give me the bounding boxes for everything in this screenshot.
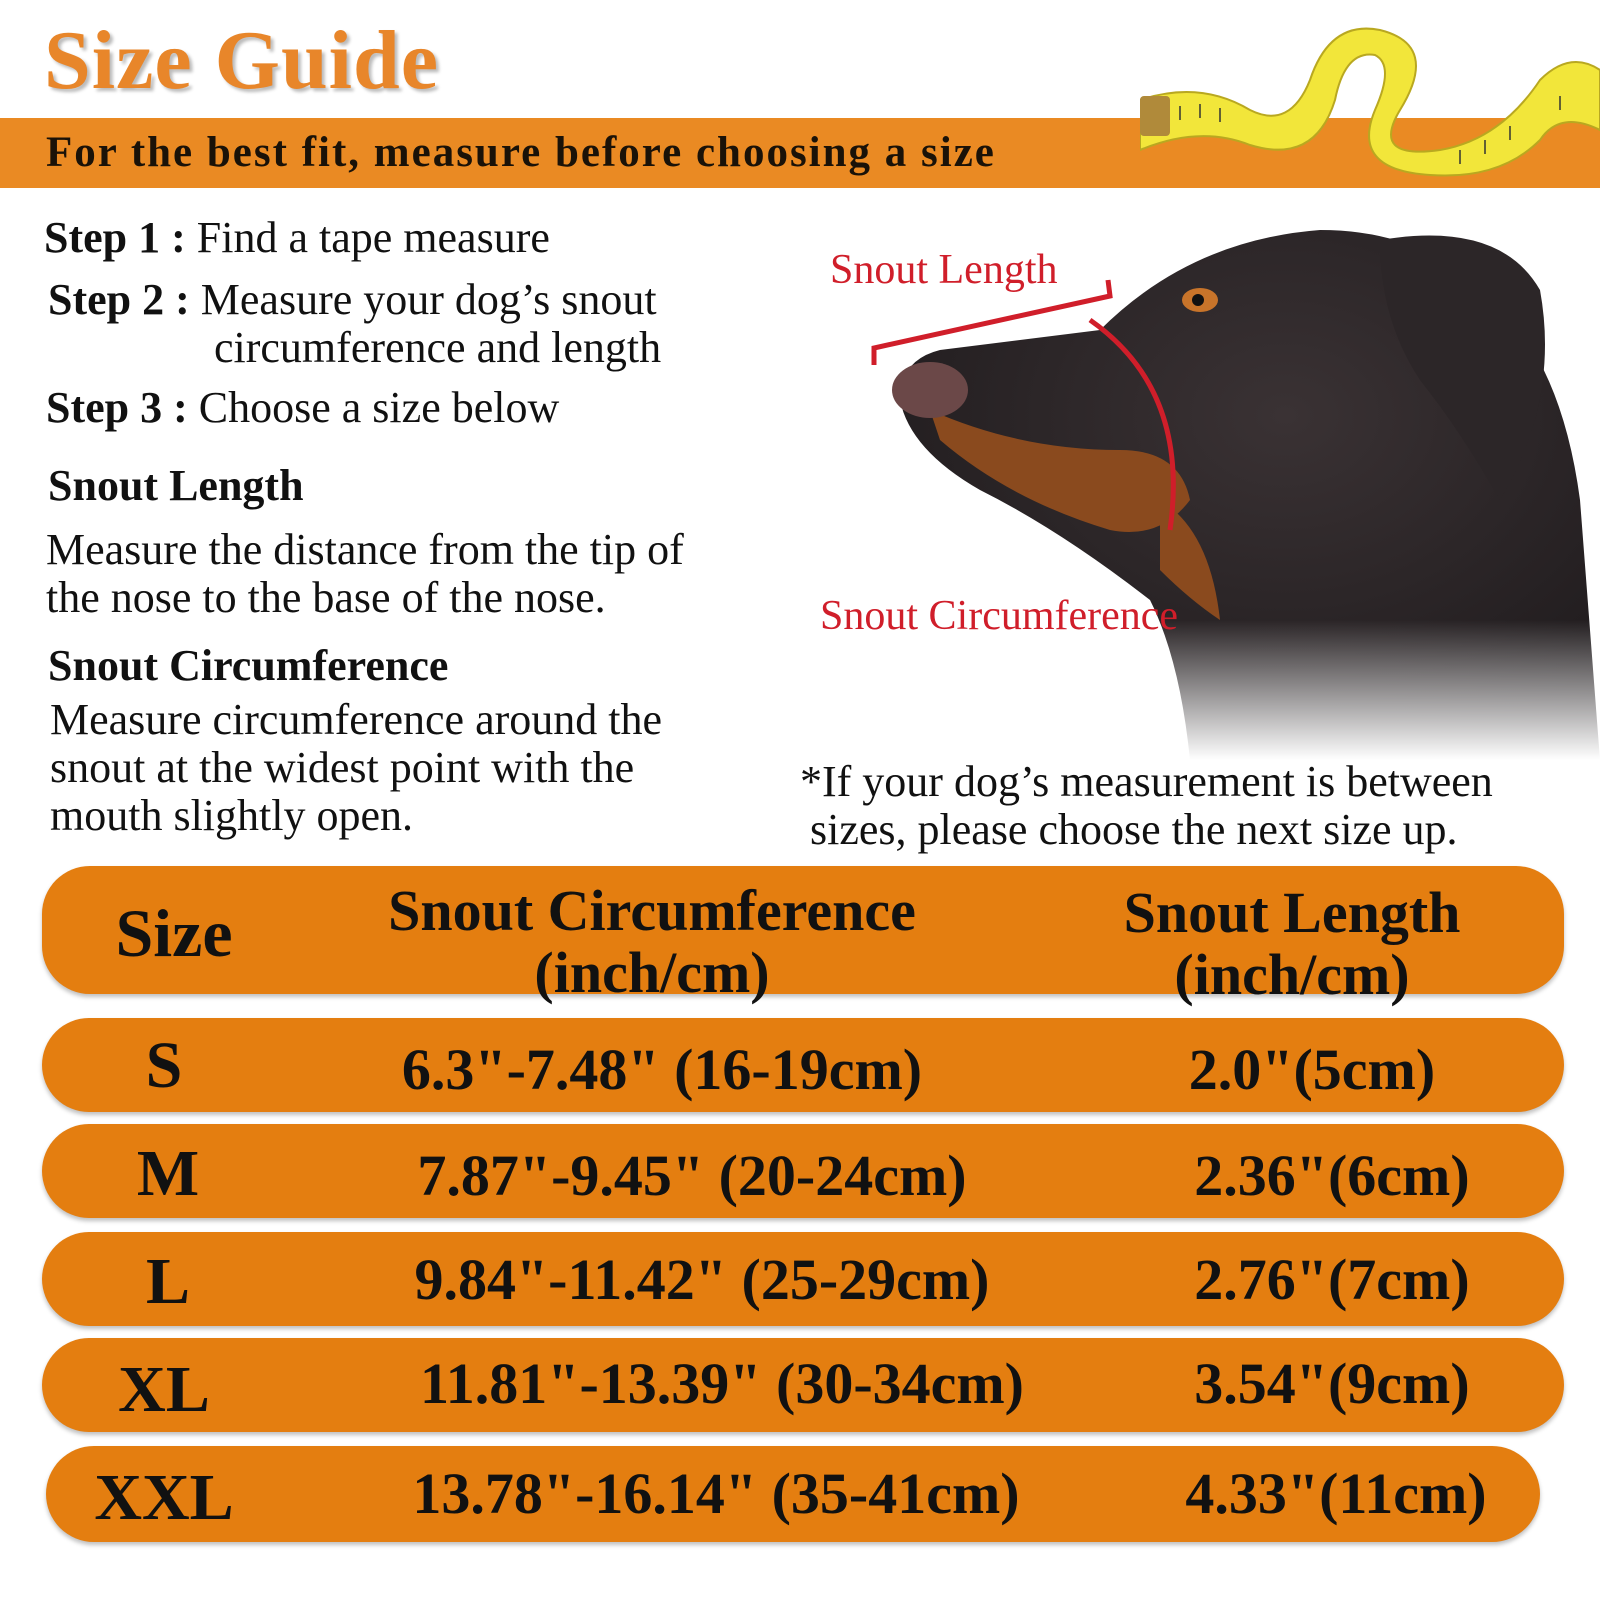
step-2-label: Step 2 : xyxy=(48,275,190,324)
row-circumference: 13.78"-16.14" (35-41cm) xyxy=(412,1461,1020,1526)
snout-circumference-heading: Snout Circumference xyxy=(48,641,449,690)
row-circumference: 6.3"-7.48" (16-19cm) xyxy=(401,1037,923,1102)
table-row xyxy=(42,1232,1564,1326)
row-size: S xyxy=(145,1029,183,1102)
note-line-1: *If your dog’s measurement is between xyxy=(800,757,1493,806)
row-circumference: 11.81"-13.39" (30-34cm) xyxy=(419,1351,1024,1416)
length-header-line-1: Snout Length xyxy=(1123,880,1461,945)
snout-circ-line-2: snout at the widest point with the xyxy=(50,743,635,792)
snout-circ-line-3: mouth slightly open. xyxy=(50,791,413,840)
table-row xyxy=(42,1018,1564,1112)
step-1-text: Find a tape measure xyxy=(196,213,550,262)
row-size: XXL xyxy=(94,1461,234,1534)
page-title: Size Guide xyxy=(44,14,440,107)
length-header-line-2: (inch/cm) xyxy=(1174,942,1410,1007)
step-2-text: Measure your dog’s snout xyxy=(200,275,657,324)
snout-length-line-2: the nose to the base of the nose. xyxy=(46,573,606,622)
snout-circumference-diagram-label: Snout Circumference xyxy=(820,593,1179,639)
row-length: 2.0"(5cm) xyxy=(1188,1037,1436,1102)
size-header: Size xyxy=(115,895,233,971)
snout-length-line-1: Measure the distance from the tip of xyxy=(46,525,684,574)
note-line-2: sizes, please choose the next size up. xyxy=(810,805,1458,854)
step-3-label: Step 3 : xyxy=(46,383,188,432)
circumference-header-line-2: (inch/cm) xyxy=(534,940,770,1005)
row-length: 2.36"(6cm) xyxy=(1194,1143,1470,1208)
step-1-label: Step 1 : xyxy=(44,213,186,262)
tape-measure-image xyxy=(1140,0,1600,190)
row-size: L xyxy=(145,1245,191,1318)
table-row xyxy=(46,1446,1540,1542)
row-size: XL xyxy=(118,1353,210,1426)
row-size: M xyxy=(136,1137,200,1210)
table-row xyxy=(42,1124,1564,1218)
table-row xyxy=(42,1338,1564,1432)
step-1 xyxy=(44,214,550,262)
row-length: 4.33"(11cm) xyxy=(1185,1461,1487,1526)
circumference-header xyxy=(372,880,932,1004)
step-3-text: Choose a size below xyxy=(198,383,560,432)
snout-circ-line-1: Measure circumference around the xyxy=(50,695,663,744)
table-header xyxy=(42,866,1564,1007)
length-header xyxy=(1072,882,1512,1006)
step-2-continued: circumference and length xyxy=(214,323,662,372)
between-sizes-note xyxy=(800,758,1590,854)
step-3 xyxy=(46,384,559,432)
circumference-header-line-1: Snout Circumference xyxy=(388,878,916,943)
row-length: 2.76"(7cm) xyxy=(1194,1247,1470,1312)
step-2 xyxy=(48,276,657,324)
subtitle-text: For the best fit, measure before choosing a size xyxy=(46,129,996,176)
snout-length-diagram-label: Snout Length xyxy=(830,247,1058,293)
row-circumference: 7.87"-9.45" (20-24cm) xyxy=(417,1143,967,1208)
snout-length-heading: Snout Length xyxy=(48,461,304,510)
row-length: 3.54"(9cm) xyxy=(1194,1351,1470,1416)
row-circumference: 9.84"-11.42" (25-29cm) xyxy=(414,1247,990,1312)
